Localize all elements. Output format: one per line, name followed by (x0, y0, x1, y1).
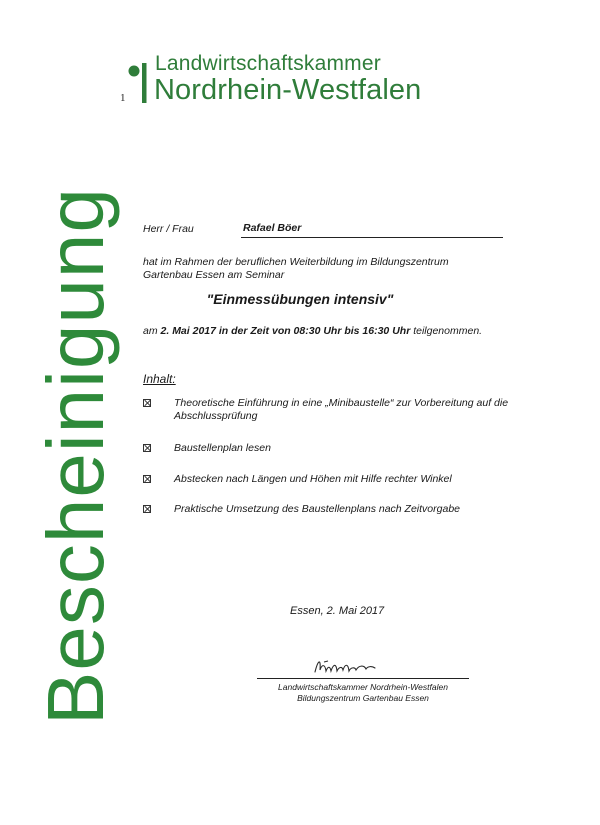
logo-title-line1: Landwirtschaftskammer (155, 52, 381, 75)
salutation-label: Herr / Frau (143, 223, 194, 235)
checked-box-icon (143, 505, 151, 513)
issuer-line1: Landwirtschaftskammer Nordrhein-Westfalen (278, 682, 448, 692)
list-item-text: Praktische Umsetzung des Baustellenplans nach Zeitvorgabe (174, 503, 460, 515)
list-item-text: Theoretische Einführung in eine „Minibaustelle“ zur Vorbereitung auf die Abschlussprüfung (174, 397, 509, 422)
checked-box-icon (143, 399, 151, 407)
date-time-text: 2. Mai 2017 in der Zeit von 08:30 Uhr bis 16:30 Uhr (160, 325, 411, 337)
date-prefix: am (143, 325, 158, 337)
checked-box-icon (143, 475, 151, 483)
document-title: Bescheinigung (31, 187, 120, 725)
seminar-title: "Einmessübungen intensiv" (206, 291, 394, 307)
recipient-name: Rafael Böer (243, 222, 302, 234)
place-date: Essen, 2. Mai 2017 (290, 605, 385, 617)
contents-heading: Inhalt: (143, 372, 176, 386)
list-item-text: Baustellenplan lesen (174, 442, 271, 454)
list-item-text: Abstecken nach Längen und Höhen mit Hilfe rechter Winkel (174, 473, 452, 485)
date-line (143, 325, 482, 337)
name-underline (241, 237, 503, 238)
checked-box-icon (143, 444, 151, 452)
date-suffix: teilgenommen. (413, 325, 483, 337)
chamber-logo-icon (128, 62, 150, 104)
signature-image (312, 656, 382, 678)
issuer-line2: Bildungszentrum Gartenbau Essen (297, 693, 429, 703)
recipient-row (143, 222, 503, 238)
intro-text: hat im Rahmen der beruflichen Weiterbildung im Bildungszentrum Gartenbau Essen am Seminar (143, 256, 449, 281)
logo-title-line2: Nordrhein-Westfalen (154, 74, 422, 106)
signature-line (257, 678, 469, 679)
page-number: 1 (120, 92, 126, 104)
